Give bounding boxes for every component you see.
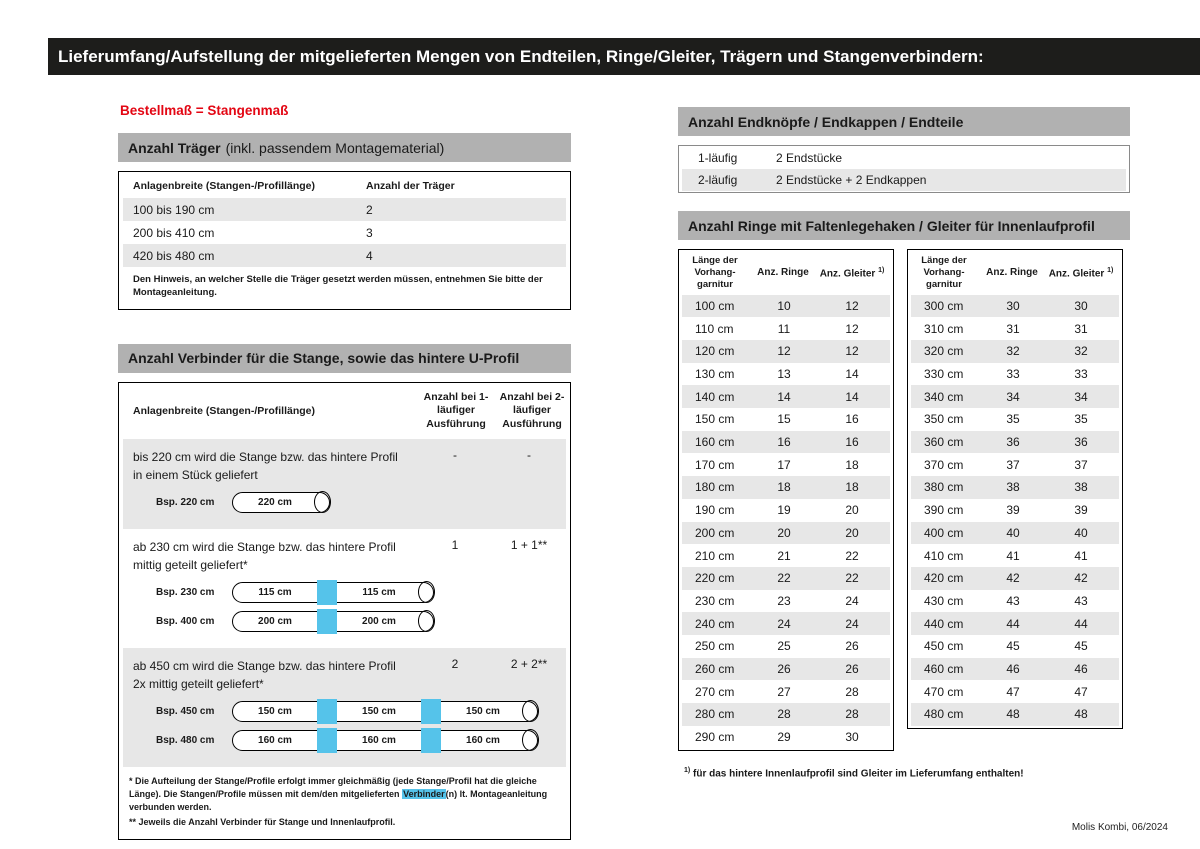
garnitur-length-cell: 100 cm <box>695 298 735 313</box>
ringe-section-header <box>678 211 1130 240</box>
ringe-row <box>682 340 890 363</box>
gleiter-count-cell: 39 <box>1074 503 1088 518</box>
ringe-row <box>682 567 890 590</box>
endteile-rows <box>679 147 1129 191</box>
ringe-count-cell: 18 <box>777 480 791 495</box>
rod-diagram <box>232 611 434 632</box>
verbinder-row-top <box>123 538 566 574</box>
garnitur-length-cell: 350 cm <box>924 412 964 427</box>
gleiter-footnote <box>678 767 1130 779</box>
bestellmass-note: Bestellmaß = Stangenmaß <box>120 103 289 118</box>
ringe-count-cell: 41 <box>1006 548 1020 563</box>
verbinder-desc-cell: ab 230 cm wird die Stange bzw. das hintere Profil mittig geteilt geliefert* <box>133 539 396 572</box>
ringe-row <box>682 522 890 545</box>
count-1-laufig-cell: - <box>453 447 457 462</box>
verbinder-desc-cell: ab 450 cm wird die Stange bzw. das hintere Profil 2x mittig geteilt geliefert* <box>133 658 396 691</box>
garnitur-length-cell: 110 cm <box>695 321 734 336</box>
example-label: Bsp. 400 cm <box>156 615 215 627</box>
count-1-laufig-cell: 2 <box>451 656 459 671</box>
gleiter-count-cell: 30 <box>1074 298 1088 313</box>
connector-block <box>317 699 337 724</box>
verbinder-row <box>123 529 566 648</box>
traeger-row <box>123 244 566 267</box>
garnitur-length-cell: 260 cm <box>695 661 735 676</box>
traeger-table <box>118 171 571 310</box>
example-label: Bsp. 230 cm <box>156 586 215 598</box>
ringe-row <box>911 567 1119 590</box>
ringe-row <box>682 476 890 499</box>
gleiter-count-cell: 24 <box>845 616 859 631</box>
gleiter-count-cell: 18 <box>845 457 859 472</box>
garnitur-length-cell: 250 cm <box>695 639 735 654</box>
traeger-table-header <box>119 172 570 198</box>
verbinder-row <box>123 648 566 767</box>
col-anz-gleiter <box>1044 267 1118 279</box>
col-garnitur-laenge: Länge der Vorhang-garnitur <box>692 255 738 290</box>
gleiter-count-cell: 18 <box>845 480 859 495</box>
garnitur-length-cell: 440 cm <box>924 616 964 631</box>
verbinder-table-header <box>119 383 570 439</box>
verbinder-row <box>123 439 566 529</box>
verbinder-row-top <box>123 448 566 484</box>
gleiter-count-cell: 22 <box>845 571 859 586</box>
ringe-count-cell: 11 <box>777 321 791 336</box>
gleiter-count-cell: 30 <box>845 730 859 745</box>
garnitur-length-cell: 300 cm <box>924 298 964 313</box>
gleiter-count-cell: 12 <box>845 344 859 359</box>
ringe-table-right <box>907 249 1123 729</box>
rod-example <box>156 701 566 722</box>
gleiter-count-cell: 41 <box>1074 548 1088 563</box>
garnitur-length-cell: 310 cm <box>924 321 964 336</box>
ringe-count-cell: 20 <box>777 525 791 540</box>
gleiter-count-cell: 12 <box>845 321 859 336</box>
traeger-rows <box>119 198 570 267</box>
ringe-row <box>911 544 1119 567</box>
gleiter-count-cell: 45 <box>1074 639 1088 654</box>
ringe-row <box>682 317 890 340</box>
garnitur-length-cell: 330 cm <box>924 367 964 382</box>
ringe-count-cell: 28 <box>777 707 791 722</box>
gleiter-count-cell: 34 <box>1074 389 1088 404</box>
garnitur-length-cell: 170 cm <box>695 457 735 472</box>
ringe-row <box>911 522 1119 545</box>
col-anz-gleiter <box>815 267 889 279</box>
ringe-count-cell: 10 <box>777 298 791 313</box>
ringe-tables <box>678 249 1130 751</box>
rod-segment: 160 cm <box>362 734 396 746</box>
garnitur-length-cell: 480 cm <box>924 707 964 722</box>
ringe-row <box>911 612 1119 635</box>
garnitur-length-cell: 320 cm <box>924 344 964 359</box>
verbinder-footnote-1 <box>129 775 560 814</box>
ringe-row <box>682 499 890 522</box>
verbinder-desc-cell: bis 220 cm wird die Stange bzw. das hintere Profil in einem Stück geliefert <box>133 449 398 482</box>
ringe-row <box>911 340 1119 363</box>
ringe-count-cell: 38 <box>1006 480 1020 495</box>
gleiter-count-cell: 47 <box>1074 684 1088 699</box>
endteile-table <box>678 145 1130 193</box>
ringe-row <box>682 635 890 658</box>
gleiter-count-cell: 14 <box>845 389 859 404</box>
gleiter-count-cell: 38 <box>1074 480 1088 495</box>
col-anz-gleiter-sup: 1) <box>1107 266 1114 274</box>
ringe-count-cell: 48 <box>1006 707 1020 722</box>
ringe-row <box>911 295 1119 318</box>
gleiter-count-cell: 36 <box>1074 435 1088 450</box>
ringe-count-cell: 26 <box>777 661 791 676</box>
traeger-range-cell: 420 bis 480 cm <box>133 248 215 263</box>
traeger-note: Den Hinweis, an welcher Stelle die Träger gesetzt werden müssen, entnehmen Sie bitte der Montageanleitung. <box>133 274 543 298</box>
garnitur-length-cell: 130 cm <box>695 367 735 382</box>
ringe-row <box>682 363 890 386</box>
rod-segment: 150 cm <box>258 705 292 717</box>
gleiter-count-cell: 40 <box>1074 525 1088 540</box>
garnitur-length-cell: 400 cm <box>924 525 964 540</box>
ringe-count-cell: 46 <box>1006 661 1020 676</box>
gleiter-count-cell: 22 <box>845 548 859 563</box>
ringe-row <box>911 363 1119 386</box>
gleiter-count-cell: 33 <box>1074 367 1088 382</box>
gleiter-footnote-text: für das hintere Innenlaufprofil sind Gleiter im Lieferumfang enthalten! <box>690 768 1024 780</box>
verbinder-col-1-laufig: Anzahl bei 1-läufiger Ausführung <box>423 390 489 430</box>
ringe-row <box>682 385 890 408</box>
col-anz-ringe: Anz. Ringe <box>757 267 809 279</box>
ringe-row <box>911 431 1119 454</box>
ringe-count-cell: 35 <box>1006 412 1020 427</box>
ringe-count-cell: 14 <box>777 389 791 404</box>
gleiter-count-cell: 26 <box>845 639 859 654</box>
ringe-count-cell: 29 <box>777 730 791 745</box>
col-anz-gleiter-label: Anz. Gleiter <box>819 267 876 279</box>
gleiter-count-cell: 14 <box>845 367 859 382</box>
ringe-count-cell: 31 <box>1006 321 1020 336</box>
ringe-count-cell: 24 <box>777 616 791 631</box>
col-anz-gleiter-sup: 1) <box>878 266 885 274</box>
col-anz-ringe: Anz. Ringe <box>986 267 1038 279</box>
endteile-row <box>682 169 1126 191</box>
endteile-type-cell: 1-läufig <box>698 151 738 165</box>
connector-block <box>317 728 337 753</box>
example-label: Bsp. 450 cm <box>156 705 215 717</box>
traeger-header-bold: Anzahl Träger <box>128 139 221 156</box>
ringe-row <box>911 703 1119 726</box>
count-2-laufig-cell: 1 + 1** <box>510 537 548 552</box>
ringe-table-left <box>678 249 894 751</box>
garnitur-length-cell: 240 cm <box>695 616 735 631</box>
ringe-count-cell: 37 <box>1006 457 1020 472</box>
rod-example <box>156 582 566 603</box>
verbinder-col-2-laufig: Anzahl bei 2-läufiger Ausführung <box>499 390 565 430</box>
connector-block <box>317 580 337 605</box>
gleiter-count-cell: 20 <box>845 503 859 518</box>
ringe-count-cell: 34 <box>1006 389 1020 404</box>
page-title: Lieferumfang/Aufstellung der mitgelieferten Mengen von Endteilen, Ringe/Gleiter, Trägern und Stangenverbindern: <box>58 46 984 66</box>
gleiter-count-cell: 24 <box>845 593 859 608</box>
ringe-row <box>911 499 1119 522</box>
document-id: Molis Kombi, 06/2024 <box>1071 822 1168 833</box>
traeger-col-anzahl: Anzahl der Träger <box>366 180 455 192</box>
col-garnitur-laenge: Länge der Vorhang-garnitur <box>921 255 967 290</box>
title-bar <box>48 38 1200 75</box>
ringe-count-cell: 13 <box>777 367 791 382</box>
ringe-left-header <box>679 250 893 295</box>
gleiter-count-cell: 44 <box>1074 616 1088 631</box>
garnitur-length-cell: 470 cm <box>924 684 964 699</box>
verbinder-rows <box>119 439 570 767</box>
verbinder-footnote-2: ** Jeweils die Anzahl Verbinder für Stange und Innenlaufprofil. <box>129 816 396 827</box>
garnitur-length-cell: 140 cm <box>695 389 735 404</box>
traeger-section-header <box>118 133 571 162</box>
garnitur-length-cell: 340 cm <box>924 389 964 404</box>
ringe-row <box>682 612 890 635</box>
garnitur-length-cell: 230 cm <box>695 593 735 608</box>
rod-segment: 160 cm <box>466 734 500 746</box>
gleiter-count-cell: 42 <box>1074 571 1088 586</box>
right-column <box>678 107 1130 780</box>
garnitur-length-cell: 460 cm <box>924 661 964 676</box>
verbinder-table <box>118 382 571 840</box>
verbinder-section-header <box>118 344 571 373</box>
garnitur-length-cell: 430 cm <box>924 593 964 608</box>
ringe-header-label: Anzahl Ringe mit Faltenlegehaken / Gleiter für Innenlaufprofil <box>688 217 1095 234</box>
gleiter-count-cell: 12 <box>845 298 859 313</box>
ringe-count-cell: 22 <box>777 571 791 586</box>
ringe-count-cell: 17 <box>777 457 791 472</box>
ringe-count-cell: 44 <box>1006 616 1020 631</box>
example-label: Bsp. 480 cm <box>156 734 215 746</box>
col-anz-gleiter-label: Anz. Gleiter <box>1048 267 1105 279</box>
garnitur-length-cell: 190 cm <box>695 503 735 518</box>
endteile-type-cell: 2-läufig <box>698 173 738 187</box>
ringe-row <box>911 476 1119 499</box>
ringe-count-cell: 33 <box>1006 367 1020 382</box>
ringe-count-cell: 30 <box>1006 298 1020 313</box>
endteile-content-cell: 2 Endstücke + 2 Endkappen <box>776 173 927 187</box>
garnitur-length-cell: 450 cm <box>924 639 964 654</box>
gleiter-count-cell: 16 <box>845 412 859 427</box>
gleiter-count-cell: 26 <box>845 661 859 676</box>
garnitur-length-cell: 180 cm <box>695 480 735 495</box>
garnitur-length-cell: 410 cm <box>924 548 964 563</box>
traeger-row <box>123 198 566 221</box>
rod-segment: 200 cm <box>362 615 396 627</box>
garnitur-length-cell: 420 cm <box>924 571 964 586</box>
ringe-row <box>911 385 1119 408</box>
ringe-row <box>911 635 1119 658</box>
ringe-right-header <box>908 250 1122 295</box>
garnitur-length-cell: 210 cm <box>695 548 735 563</box>
ringe-row <box>682 703 890 726</box>
ringe-count-cell: 47 <box>1006 684 1020 699</box>
count-1-laufig-cell: 1 <box>451 537 459 552</box>
endteile-header-label: Anzahl Endknöpfe / Endkappen / Endteile <box>688 113 964 130</box>
rod-segment: 150 cm <box>362 705 396 717</box>
garnitur-length-cell: 360 cm <box>924 435 964 450</box>
traeger-count-cell: 3 <box>366 225 373 240</box>
gleiter-count-cell: 43 <box>1074 593 1088 608</box>
verbinder-footnotes <box>119 767 570 839</box>
gleiter-count-cell: 48 <box>1074 707 1088 722</box>
rod-segment: 160 cm <box>258 734 292 746</box>
ringe-count-cell: 32 <box>1006 344 1020 359</box>
ringe-count-cell: 12 <box>777 344 791 359</box>
ringe-row <box>682 453 890 476</box>
gleiter-count-cell: 20 <box>845 525 859 540</box>
traeger-count-cell: 2 <box>366 202 373 217</box>
ringe-count-cell: 25 <box>777 639 791 654</box>
gleiter-footnote-sup: 1) <box>684 767 691 775</box>
garnitur-length-cell: 280 cm <box>695 707 735 722</box>
garnitur-length-cell: 200 cm <box>695 525 735 540</box>
verbinder-highlight: Verbinder <box>403 788 445 799</box>
rod-segment: 220 cm <box>258 496 292 508</box>
garnitur-length-cell: 290 cm <box>695 730 735 745</box>
rod-diagram <box>232 730 538 751</box>
rod-segment: 150 cm <box>466 705 500 717</box>
rod-segment: 200 cm <box>258 615 292 627</box>
ringe-row <box>682 590 890 613</box>
gleiter-count-cell: 46 <box>1074 661 1088 676</box>
ringe-count-cell: 16 <box>777 435 791 450</box>
traeger-row <box>123 221 566 244</box>
ringe-count-cell: 15 <box>777 412 791 427</box>
ringe-count-cell: 21 <box>777 548 791 563</box>
ringe-row <box>682 726 890 749</box>
ringe-count-cell: 23 <box>777 593 791 608</box>
gleiter-count-cell: 28 <box>845 684 859 699</box>
left-column <box>118 103 571 840</box>
gleiter-count-cell: 32 <box>1074 344 1088 359</box>
example-label: Bsp. 220 cm <box>156 496 215 508</box>
connector-block <box>317 609 337 634</box>
ringe-count-cell: 19 <box>777 503 791 518</box>
ringe-row <box>682 295 890 318</box>
gleiter-count-cell: 31 <box>1074 321 1088 336</box>
garnitur-length-cell: 370 cm <box>924 457 964 472</box>
count-2-laufig-cell: - <box>527 447 531 462</box>
rod-segment: 115 cm <box>258 586 292 598</box>
ringe-left-rows <box>679 295 893 749</box>
endteile-content-cell: 2 Endstücke <box>776 151 843 165</box>
garnitur-length-cell: 380 cm <box>924 480 964 495</box>
ringe-row <box>911 408 1119 431</box>
endteile-section-header <box>678 107 1130 136</box>
rod-diagram <box>232 701 538 722</box>
gleiter-count-cell: 35 <box>1074 412 1088 427</box>
rod-segment: 115 cm <box>362 586 396 598</box>
ringe-count-cell: 40 <box>1006 525 1020 540</box>
gleiter-count-cell: 16 <box>845 435 859 450</box>
traeger-col-anlagenbreite: Anlagenbreite (Stangen-/Profillänge) <box>133 180 316 192</box>
ringe-row <box>911 590 1119 613</box>
connector-block <box>421 728 441 753</box>
rod-example <box>156 611 566 632</box>
garnitur-length-cell: 390 cm <box>924 503 964 518</box>
rod-diagram <box>232 582 434 603</box>
verbinder-row-top <box>123 657 566 693</box>
ringe-count-cell: 43 <box>1006 593 1020 608</box>
gleiter-count-cell: 37 <box>1074 457 1088 472</box>
ringe-row <box>911 658 1119 681</box>
garnitur-length-cell: 120 cm <box>695 344 735 359</box>
garnitur-length-cell: 150 cm <box>695 412 735 427</box>
ringe-row <box>682 658 890 681</box>
verbinder-col-anlagenbreite: Anlagenbreite (Stangen-/Profillänge) <box>133 405 316 418</box>
count-2-laufig-cell: 2 + 2** <box>510 656 548 671</box>
traeger-header-rest: (inkl. passendem Montagematerial) <box>225 139 445 156</box>
garnitur-length-cell: 220 cm <box>695 571 735 586</box>
rod-diagram <box>232 492 330 513</box>
garnitur-length-cell: 270 cm <box>695 684 735 699</box>
traeger-range-cell: 200 bis 410 cm <box>133 225 215 240</box>
rod-example <box>156 492 566 513</box>
ringe-row <box>682 408 890 431</box>
garnitur-length-cell: 160 cm <box>695 435 735 450</box>
footnote-1-text: * Die Aufteilung der Stange/Profile erfolgt immer gleichmäßig (jede Stange/Profil hat die gleiche Länge). Die Stangen/Profile müssen mit dem/den mitgelieferten <box>129 775 537 799</box>
ringe-right-rows <box>908 295 1122 726</box>
rod-example <box>156 730 566 751</box>
ringe-row <box>911 317 1119 340</box>
gleiter-count-cell: 28 <box>845 707 859 722</box>
connector-block <box>421 699 441 724</box>
ringe-row <box>682 680 890 703</box>
ringe-row <box>682 544 890 567</box>
ringe-row <box>682 431 890 454</box>
verbinder-header-label: Anzahl Verbinder für die Stange, sowie das hintere U-Profil <box>128 350 520 367</box>
traeger-range-cell: 100 bis 190 cm <box>133 202 215 217</box>
ringe-row <box>911 680 1119 703</box>
traeger-count-cell: 4 <box>366 248 373 263</box>
ringe-count-cell: 36 <box>1006 435 1020 450</box>
endteile-row <box>682 147 1126 169</box>
ringe-row <box>911 453 1119 476</box>
ringe-count-cell: 39 <box>1006 503 1020 518</box>
ringe-count-cell: 45 <box>1006 639 1020 654</box>
ringe-count-cell: 27 <box>777 684 791 699</box>
ringe-count-cell: 42 <box>1006 571 1020 586</box>
footnote-1-text-end: (n) lt. Montageanleitung verbunden werden. <box>129 788 548 812</box>
